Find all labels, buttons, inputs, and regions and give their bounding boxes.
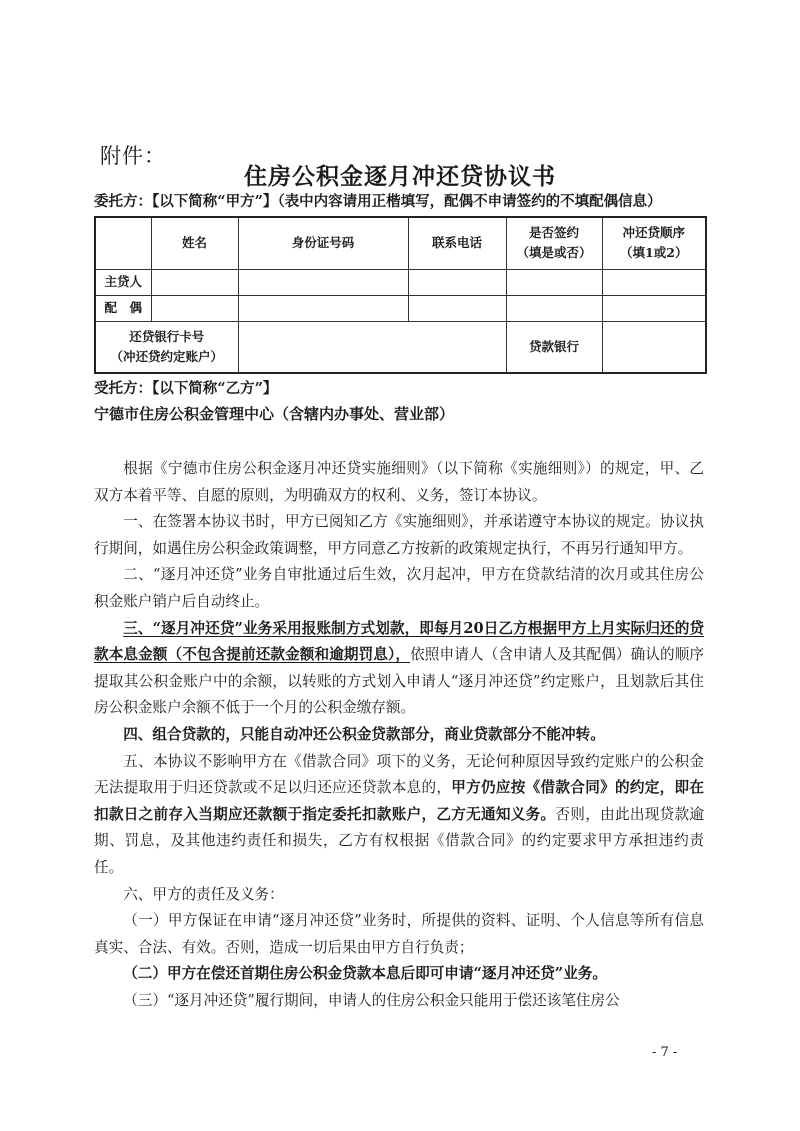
- bank-card-label-line1: 还贷银行卡号: [129, 328, 205, 344]
- document-title: 住房公积金逐月冲还贷协议书: [244, 163, 556, 190]
- paragraph-clause-2: 二、“逐月冲还贷”业务自审批通过后生效，次月起冲，甲方在贷款结清的次月或其住房公积金账户销户后自动终止。: [94, 566, 704, 610]
- clause-3-rest: 依照申请人（含申请人及其配偶）确认的顺序提取其公积金账户中的余额，以转账的方式划入申请人“逐月冲还贷”约定账户，且划款后其住房公积金账户余额不低于一个月的公积金缴存额。: [94, 646, 704, 717]
- table-row-bank: [95, 321, 706, 373]
- clause-5-emphasis: 甲方仍应按《借款合同》的约定，即在扣款日之前存入当期应还款额于指定委托扣款账户，乙方无通知义务。: [94, 779, 704, 823]
- row-label-spouse: 配 偶: [95, 295, 151, 321]
- header-sign-line1: 是否签约: [528, 225, 579, 241]
- table-row-main-borrower: [95, 269, 706, 295]
- spouse-id-cell[interactable]: [238, 295, 408, 321]
- bank-card-value-cell[interactable]: [238, 321, 506, 373]
- agreement-body: [94, 456, 704, 1014]
- spouse-sign-cell[interactable]: [506, 295, 602, 321]
- bank-card-label-line2: （冲还贷约定账户）: [110, 348, 223, 364]
- paragraph-clause-4: 四、组合贷款的，只能自动冲还公积金贷款部分，商业贷款部分不能冲转。: [123, 725, 605, 743]
- attachment-label: 附件：: [100, 144, 166, 168]
- header-order: [602, 217, 706, 269]
- paragraph-clause-1: 一、在签署本协议书时，甲方已阅知乙方《实施细则》，并承诺遵守本协议的规定。协议执行期间，如遇住房公积金政策调整，甲方同意乙方按新的政策规定执行，不再另行通知甲方。: [94, 513, 704, 557]
- clause-3-emphasis: 三、“逐月冲还贷”业务采用报账制方式划款，即每月20日乙方根据甲方上月实际归还的贷款本息金额（不包含提前还款金额和逾期罚息），: [94, 619, 704, 664]
- principal-prefix: 委托方：【以下简称“甲方”】: [94, 193, 278, 210]
- paragraph-clause-6-3: （三）“逐月冲还贷”履行期间，申请人的住房公积金只能用于偿还该笔住房公: [123, 991, 620, 1009]
- main-phone-cell[interactable]: [408, 269, 506, 295]
- header-id-number: 身份证号码: [238, 217, 408, 269]
- loan-bank-value-cell[interactable]: [602, 321, 706, 373]
- clause-5-part-b: 否则，由此出现贷款逾期、罚息，及其他违约责任和损失，乙方有权根据《借款合同》的约定要求甲方承担违约责任。: [94, 805, 704, 876]
- principal-line: [94, 190, 662, 211]
- main-name-cell[interactable]: [151, 269, 238, 295]
- principal-note: （表中内容请用正楷填写，配偶不申请签约的不填配偶信息）: [277, 193, 662, 210]
- header-sign-line2: （填是或否）: [516, 245, 592, 261]
- main-id-cell[interactable]: [238, 269, 408, 295]
- clause-5-part-a: 五、本协议不影响甲方在《借款合同》项下的义务，无论何种原因导致约定账户的公积金无法提取用于归还贷款或不足以归还应还贷款本息的，: [94, 752, 704, 797]
- paragraph-clause-5: [94, 749, 704, 882]
- header-order-line2: （填1或2）: [620, 245, 688, 261]
- table-header-row: [95, 217, 706, 269]
- spouse-phone-cell[interactable]: [408, 295, 506, 321]
- page-number: - 7 -: [652, 1045, 678, 1060]
- paragraph-clause-3: [94, 616, 704, 722]
- header-blank-cell: [95, 217, 151, 269]
- loan-bank-label: 贷款银行: [506, 321, 602, 373]
- spouse-name-cell[interactable]: [151, 295, 238, 321]
- main-order-cell[interactable]: [602, 269, 706, 295]
- main-sign-cell[interactable]: [506, 269, 602, 295]
- paragraph-preamble: 根据《宁德市住房公积金逐月冲还贷实施细则》（以下简称《实施细则》）的规定，甲、乙双方本着平等、自愿的原则，为明确双方的权利、义务，签订本协议。: [94, 460, 704, 504]
- header-order-line1: 冲还贷顺序: [622, 225, 685, 241]
- header-sign: [506, 217, 602, 269]
- header-phone: 联系电话: [408, 217, 506, 269]
- row-label-main-borrower: 主贷人: [95, 269, 151, 295]
- paragraph-clause-6-2: （二）甲方在偿还首期住房公积金贷款本息后即可申请“逐月冲还贷”业务。: [123, 965, 607, 983]
- paragraph-clause-6-1: （一）甲方保证在申请“逐月冲还贷”业务时，所提供的资料、证明、个人信息等所有信息真实、合法、有效。否则，造成一切后果由甲方自行负责；: [94, 912, 704, 956]
- bank-card-label: [95, 321, 238, 373]
- table-row-spouse: [95, 295, 706, 321]
- applicant-info-table: [94, 216, 707, 374]
- paragraph-clause-6: 六、甲方的责任及义务：: [123, 885, 284, 903]
- spouse-order-cell[interactable]: [602, 295, 706, 321]
- agent-name: 宁德市住房公积金管理中心（含辖内办事处、营业部）: [94, 405, 455, 423]
- header-name: 姓名: [151, 217, 238, 269]
- agent-line: 受托方：【以下简称“乙方”】: [94, 380, 278, 397]
